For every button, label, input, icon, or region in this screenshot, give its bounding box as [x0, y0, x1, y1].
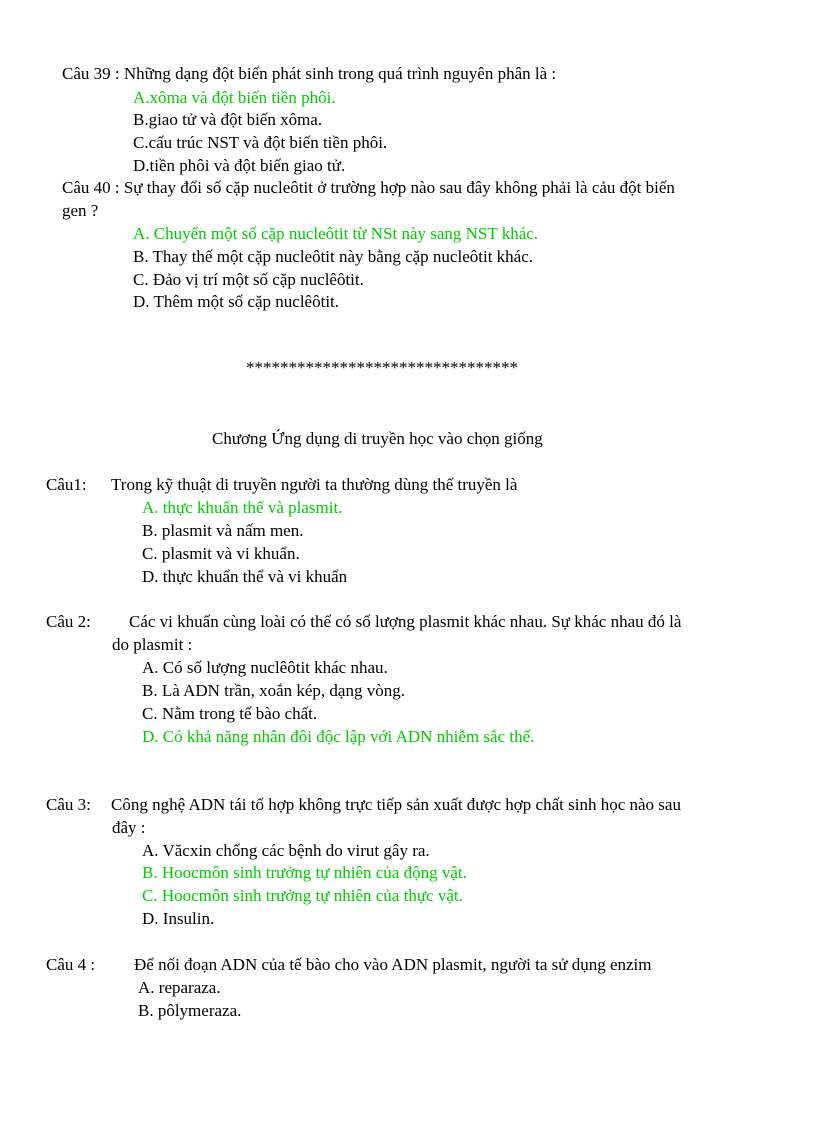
q40-option-c: C. Đảo vị trí một số cặp nuclêôtit.	[133, 270, 364, 289]
c1-option-d: D. thực khuẩn thể và vi khuẩn	[142, 567, 348, 586]
q40-prompt-line2: gen ?	[62, 201, 99, 220]
c2-option-c: C. Nằm trong tế bào chất.	[142, 704, 318, 723]
c1-option-c: C. plasmit và vi khuẩn.	[142, 544, 300, 563]
c3-label: Câu 3:	[46, 795, 91, 814]
c3-option-b-correct: B. Hoocmôn sinh trưởng tự nhiên của động vật.	[142, 863, 467, 882]
q39-option-b: B.giao tử và đột biến xôma.	[133, 110, 323, 129]
section-separator: ********************************	[246, 358, 518, 377]
c1-label: Câu1:	[46, 475, 87, 494]
q39-option-a-correct: A.xôma và đột biến tiền phôi.	[133, 88, 336, 107]
c3-option-d: D. Insulin.	[142, 909, 215, 928]
c4-option-b: B. pôlymeraza.	[138, 1001, 242, 1020]
c4-prompt: Để nối đoạn ADN của tế bào cho vào ADN plasmit, người ta sử dụng enzim	[134, 955, 652, 974]
c2-label: Câu 2:	[46, 612, 91, 631]
c2-prompt-line2: do plasmit :	[112, 635, 193, 654]
c2-option-b: B. Là ADN trần, xoắn kép, dạng vòng.	[142, 681, 405, 700]
q40-option-d: D. Thêm một số cặp nuclêôtit.	[133, 292, 340, 311]
c1-option-a-correct: A. thực khuẩn thể và plasmit.	[142, 498, 343, 517]
c3-option-a: A. Văcxin chống các bệnh do virut gây ra.	[142, 841, 430, 860]
c1-prompt: Trong kỹ thuật di truyền người ta thường dùng thể truyền là	[111, 475, 518, 494]
q40-option-b: B. Thay thế một cặp nucleôtit này bằng cặp nucleôtit khác.	[133, 247, 534, 266]
c2-prompt-line1: Các vi khuẩn cùng loài có thể có số lượng plasmit khác nhau. Sự khác nhau đó là	[129, 612, 682, 631]
q40-option-a-correct: A. Chuyển một số cặp nucleôtit từ NSt này sang NST khác.	[133, 224, 539, 243]
c1-option-b: B. plasmit và nấm men.	[142, 521, 304, 540]
c3-prompt-line2: đây :	[112, 818, 146, 837]
c2-option-d-correct: D. Có khả năng nhân đôi độc lập với ADN nhiễm sắc thể.	[142, 727, 535, 746]
q39-prompt: Câu 39 : Những dạng đột biến phát sinh trong quá trình nguyên phân là :	[62, 64, 557, 83]
c4-option-a: A. reparaza.	[138, 978, 221, 997]
q39-option-d: D.tiền phôi và đột biến giao tử.	[133, 156, 346, 175]
c4-label: Câu 4 :	[46, 955, 96, 974]
c2-option-a: A. Có số lượng nuclêôtit khác nhau.	[142, 658, 388, 677]
c3-prompt-line1: Công nghệ ADN tái tổ hợp không trực tiếp sản xuất được hợp chất sinh học nào sau	[111, 795, 681, 814]
q39-option-c: C.cấu trúc NST và đột biến tiền phôi.	[133, 133, 388, 152]
chapter-title: Chương Ứng dụng di truyền học vào chọn giống	[212, 429, 543, 448]
c3-option-c-correct: C. Hoocmôn sinh trưởng tự nhiên của thực vật.	[142, 886, 463, 905]
q40-prompt-line1: Câu 40 : Sự thay đổi số cặp nucleôtit ở trường hợp nào sau đây không phải là cảu đột biến	[62, 178, 675, 197]
